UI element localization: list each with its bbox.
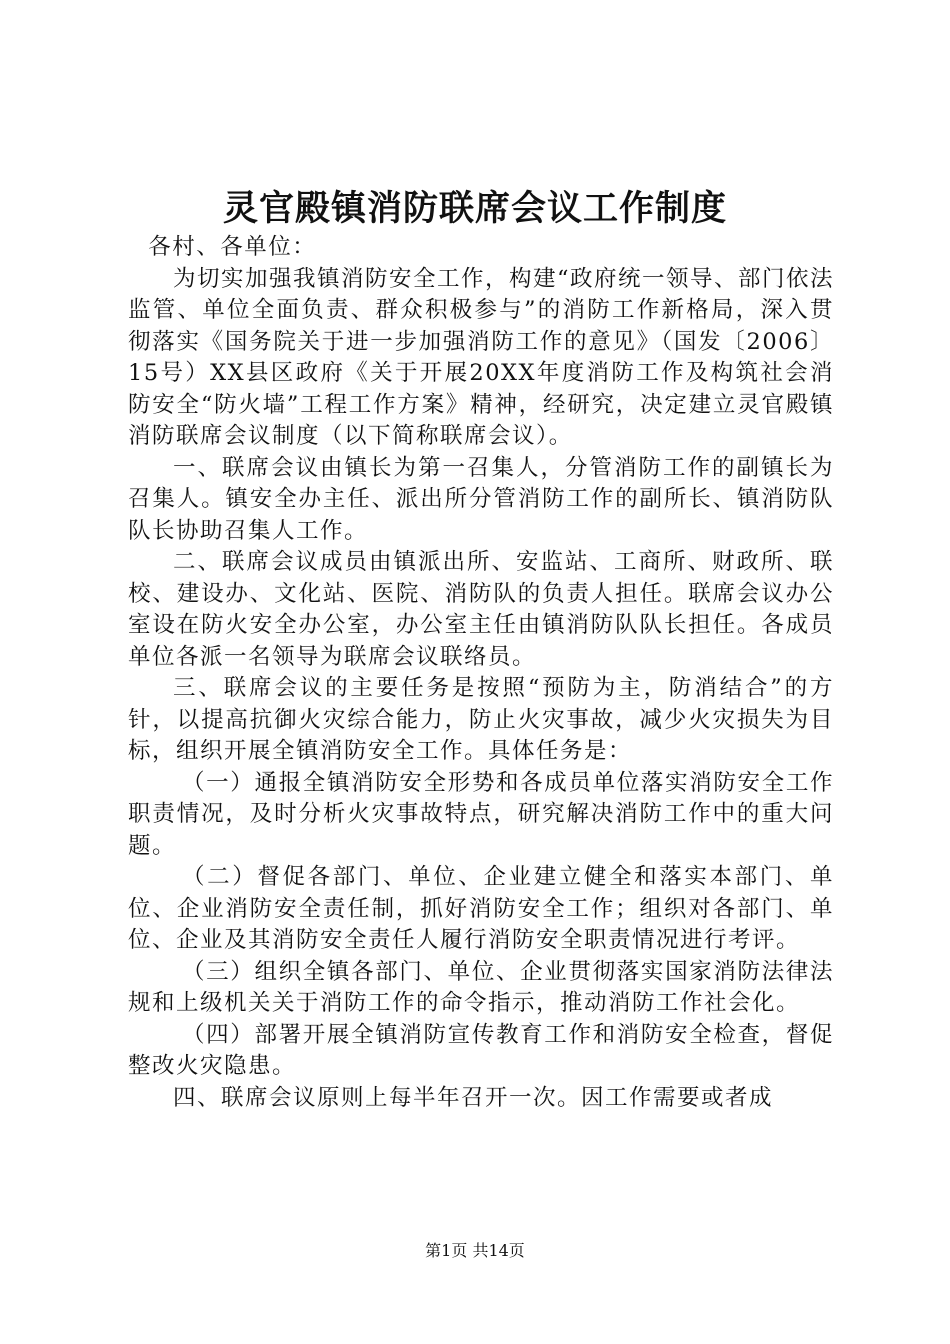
document-body <box>128 232 834 1114</box>
paragraph-intro: 为切实加强我镇消防安全工作，构建“政府统一领导、部门依法监管、单位全面负责、群众积极参与”的消防工作新格局，深入贯彻落实《国务院关于进一步加强消防工作的意见》（国发〔2006〕15号）XX县区政府《关于开展20XX年度消防工作及构筑社会消防安全“防火墙”工程工作方案》精神，经研究，决定建立灵官殿镇消防联席会议制度（以下简称联席会议）。 <box>128 265 835 449</box>
paragraph-section-3: 三、联席会议的主要任务是按照“预防为主，防消结合”的方针，以提高抗御火灾综合能力，防止火灾事故，减少火灾损失为目标，组织开展全镇消防安全工作。具体任务是： <box>128 675 834 764</box>
paragraph-section-1: 一、联席会议由镇长为第一召集人，分管消防工作的副镇长为召集人。镇安全办主任、派出所分管消防工作的副所长、镇消防队队长协助召集人工作。 <box>128 454 834 544</box>
paragraph-task-4: （四）部署开展全镇消防宣传教育工作和消防安全检查，督促整改火灾隐患。 <box>128 1021 834 1079</box>
paragraph-task-2: （二）督促各部门、单位、企业建立健全和落实本部门、单位、企业消防安全责任制，抓好消防安全工作；组织对各部门、单位、企业及其消防安全责任人履行消防安全职责情况进行考评。 <box>128 864 834 953</box>
paragraph-section-4: 四、联席会议原则上每半年召开一次。因工作需要或者成 <box>173 1084 774 1111</box>
document-title: 灵官殿镇消防联席会议工作制度 <box>222 188 727 229</box>
paragraph-section-2: 二、联席会议成员由镇派出所、安监站、工商所、财政所、联校、建设办、文化站、医院、消防队的负责人担任。联席会议办公室设在防火安全办公室，办公室主任由镇消防队队长担任。各成员单位各派一名领导为联席会议联络员。 <box>128 549 834 670</box>
page-number: 第1页 共14页 <box>425 1241 525 1260</box>
salutation: 各村、各单位： <box>148 234 317 260</box>
paragraph-task-1: （一）通报全镇消防安全形势和各成员单位落实消防安全工作职责情况，及时分析火灾事故特点，研究解决消防工作中的重大问题。 <box>128 769 834 859</box>
paragraph-task-3: （三）组织全镇各部门、单位、企业贯彻落实国家消防法律法规和上级机关关于消防工作的命令指示，推动消防工作社会化。 <box>128 958 834 1016</box>
